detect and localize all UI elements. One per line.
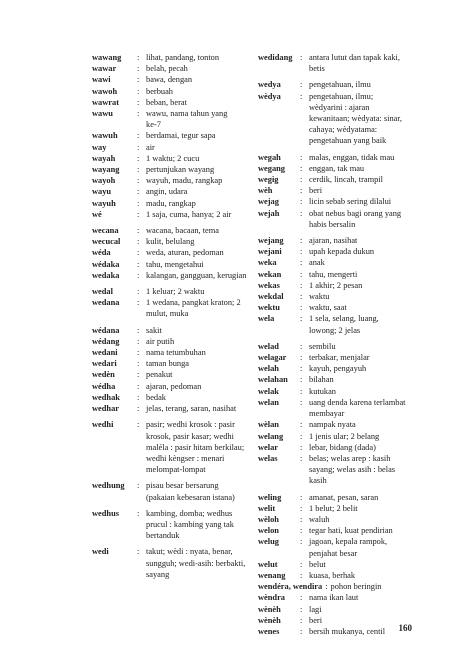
entry: wendéra, wendira : pohon beringin [258,581,408,592]
headword: wayu [92,187,112,197]
definition: waluh [309,514,330,524]
definition: antara lutut dan tapak kaki, betis [309,53,400,74]
definition: beri [309,615,323,625]
definition: pengetahuan, ilmu [309,80,371,90]
headword: wéda [92,248,111,258]
definition: tahu, mengetahui [146,259,204,269]
entry: wawar : belah, pecah [92,63,260,74]
entry: wé : 1 saja, cuma, hanya; 2 air [92,209,260,220]
definition: 1 sela, selang, luang, lowong; 2 jelas [309,314,379,335]
headword: wawar [92,64,117,74]
headword: wédana [92,325,120,335]
definition: lebar, bidang (dada) [309,442,376,452]
definition: bilahan [309,375,334,385]
entry: wedi : takut; wèdi : nyata, benar, sungguh; wedi-asih: berbakti, sayang [92,546,260,580]
headword: wecucal [92,237,121,247]
entry: wawang : lihat, pandang, tonton [92,52,260,63]
definition: tahu, mengerti [309,269,358,279]
entry: wèndra : nama ikan laut [258,592,408,603]
entry: wèloh : waluh [258,514,408,525]
entry: wéda : weda, aturan, pedoman [92,247,260,258]
definition: penakut [146,370,173,380]
headword: welahan [258,375,288,385]
definition: air putih [146,336,175,346]
definition: wawu, nama tahun yang ke-7 [146,109,228,130]
headword: wejani [258,247,282,257]
definition: obat nebus bagi orang yang habis bersalin [309,208,402,229]
headword: wawuh [92,131,118,141]
definition: jagoan, kepala rampok, penjahat besar [309,537,388,558]
entry: wektu : waktu, saat [258,302,408,313]
headword: wedaka [92,270,120,280]
headword: wekdal [258,292,284,302]
definition: nama ikan laut [309,593,359,603]
entry: wedya : pengetahuan, ilmu [258,79,408,90]
entry: wekdal : waktu [258,291,408,302]
entry: wecana : wacana, bacaan, tema [92,225,260,236]
definition: sakit [146,325,162,335]
entry: weka : anak [258,257,408,268]
entry: wènèh : lagi [258,604,408,615]
definition: kayuh, pengayuh [309,364,367,374]
headword: wedana [92,298,120,308]
definition: taman bunga [146,359,190,369]
entry: wejah : obat nebus bagi orang yang habis bersalin [258,208,408,230]
headword: wedhar [92,404,119,414]
definition: pertunjukan wayang [146,165,215,175]
definition: lihat, pandang, tonton [146,53,220,62]
headword: wedhi [92,420,114,430]
headword: welang [258,431,284,441]
headword: welon [258,526,279,536]
entry: wayu : angin, udara [92,186,260,197]
headword: wèdya [258,91,281,101]
headword: wèh [258,186,273,196]
headword: wé [92,209,102,219]
definition: kalangan, gangguan, kerugian [146,270,247,280]
definition: takut; wèdi : nyata, benar, sungguh; wedi-asih: berbakti, sayang [146,547,246,579]
definition: berbuah [146,86,173,96]
entry: welad : sembilu [258,341,408,352]
entry: wayuh : madu, rangkap [92,198,260,209]
definition: kulit, belulang [146,237,195,247]
entry: wedhar : jelas, terang, saran, nasihat [92,403,260,414]
headword: welit [258,503,276,513]
headword: weka [258,258,277,268]
definition: enggan, tak mau [309,163,365,173]
definition: air [146,142,155,152]
entry: wawu : wawu, nama tahun yang ke-7 [92,108,260,130]
definition: pengetahuan, ilmu; wèdyarini : ajaran kewanitaan; wèdyata: sinar, cahaya; wèdyatama: pengetahuan yang baik [309,91,402,146]
right-column [258,52,408,637]
entry: wayoh : wayuh, madu, rangkap [92,175,260,186]
entry: wédaka : tahu, mengetahui [92,259,260,270]
headword: welah [258,364,279,374]
definition: belah, pecah [146,64,188,74]
entry: welagar : terbakar, menjalar [258,352,408,363]
headword: wendéra, wendira [258,582,323,592]
definition: nampak nyata [309,420,356,430]
entry: wedal : 1 keluar; 2 waktu [92,286,260,297]
headword: wawoh [92,86,118,96]
entry: wedidang : antara lutut dan tapak kaki, betis [258,52,408,74]
definition: cerdik, lincah, trampil [309,175,383,185]
entry: weling : amanat, pesan, saran [258,492,408,503]
definition: bawa, dengan [146,75,193,85]
headword: wawang [92,53,122,62]
entry: wawuh : berdamai, tegur sapa [92,130,260,141]
page-number: 160 [398,623,412,633]
entry: welang : 1 jenis ular; 2 belang [258,431,408,442]
entry: welas : belas; welas arep : kasih sayang; welas asih : belas kasih [258,453,408,487]
definition: anak [309,258,325,268]
headword: wèloh [258,514,279,524]
definition: 1 akhir; 2 pesan [309,280,363,290]
definition: bersih mukanya, centil [309,626,386,636]
headword: wejang [258,236,284,246]
headword: wédang [92,336,120,346]
headword: welas [258,453,278,463]
entry: wegah : malas, enggan, tidak mau [258,152,408,163]
headword: wawrat [92,97,119,107]
definition: waktu, saat [309,303,347,313]
headword: wédaka [92,259,120,269]
entry: wegang : enggan, tak mau [258,163,408,174]
entry: way : air [92,142,260,153]
entry: wédha : ajaran, pedoman [92,381,260,392]
headword: wayoh [92,176,116,186]
entry: wènèh : beri [258,615,408,626]
headword: wedhus [92,508,119,518]
entry: welah : kayuh, pengayuh [258,363,408,374]
entry: wawoh : berbuah [92,86,260,97]
definition: 1 keluar; 2 waktu [146,287,205,297]
entry: wekan : tahu, mengerti [258,269,408,280]
entry: wekas : 1 akhir; 2 pesan [258,280,408,291]
headword: wenes [258,626,280,636]
definition: sembilu [309,341,336,351]
entry: wedhi : pasir; wedhi krosok : pasir krosok, pasir kasar; wedhi maléla : pasir hitam berkilau; wedhi kèngser : menari melompat-lompat [92,419,260,475]
definition: licin sebab sering dilalui [309,197,392,207]
headword: wegang [258,163,285,173]
entry: wenes : bersih mukanya, centil [258,626,408,637]
definition: belas; welas arep : kasih sayang; welas asih : belas kasih [309,453,396,486]
entry: wédang : air putih [92,336,260,347]
entry: wedhus : kambing, domba; wedhus prucul : kambing yang tak bertanduk [92,508,260,542]
entry: wejag : licin sebab sering dilalui [258,196,408,207]
definition: beban, berat [146,97,187,107]
headword: wegig [258,175,279,185]
headword: wènèh [258,604,281,614]
headword: wayah [92,153,116,163]
headword: wayang [92,165,120,175]
definition: ajaran, pedoman [146,381,202,391]
headword: wédha [92,381,116,391]
headword: wejag [258,197,279,207]
entry: welak : kutukan [258,386,408,397]
definition: angin, udara [146,187,188,197]
headword: wenang [258,570,286,580]
definition: jelas, terang, saran, nasihat [146,404,237,414]
definition: 1 saja, cuma, hanya; 2 air [146,209,232,219]
headword: welad [258,341,279,351]
definition: terbakar, menjalar [309,353,370,363]
left-column [92,52,260,580]
entry: welug : jagoan, kepala rampok, penjahat besar [258,536,408,558]
definition: pohon beringin [330,582,382,592]
definition: wayuh, madu, rangkap [146,176,223,186]
headword: wedhung [92,481,125,491]
definition: 1 belut; 2 belit [309,503,358,513]
headword: wecana [92,226,119,236]
headword: weling [258,492,282,502]
headword: wedal [92,287,113,297]
entry: wenang : kuasa, berhak [258,570,408,581]
headword: welak [258,386,279,396]
headword: wedari [92,359,117,369]
headword: wedani [92,348,118,358]
definition: nama tetumbuhan [146,348,206,358]
definition: lagi [309,604,322,614]
headword: wegah [258,152,281,162]
entry: wegig : cerdik, lincah, trampil [258,174,408,185]
definition: malas, enggan, tidak mau [309,152,395,162]
headword: welan [258,397,279,407]
definition: wacana, bacaan, tema [146,226,219,236]
definition: kambing, domba; wedhus prucul : kambing yang tak bertanduk [146,508,234,541]
entry: wedèn : penakut [92,369,260,380]
entry: wedaka : kalangan, gangguan, kerugian [92,270,260,281]
headword: welagar [258,353,287,363]
headword: wèndra [258,593,285,603]
entry: wawrat : beban, berat [92,97,260,108]
entry: welon : tegar hati, kuat pendirian [258,525,408,536]
definition: upah kepada dukun [309,247,375,257]
entry: wawi : bawa, dengan [92,74,260,85]
headword: wayuh [92,198,116,208]
definition: beri [309,186,323,196]
definition: weda, aturan, pedoman [146,248,224,258]
entry: wedhak : bedak [92,392,260,403]
headword: welar [258,442,278,452]
entry: wèdya : pengetahuan, ilmu; wèdyarini : ajaran kewanitaan; wèdyata: sinar, cahaya; wèdyatama: pengetahuan yang baik [258,91,408,147]
entry: welahan : bilahan [258,374,408,385]
definition: kutukan [309,386,336,396]
definition: 1 wedana, pangkat kraton; 2 mulut, muka [146,298,241,319]
definition: berdamai, tegur sapa [146,131,216,141]
entry: wédana : sakit [92,325,260,336]
entry: wayang : pertunjukan wayang [92,164,260,175]
definition: amanat, pesan, saran [309,492,379,502]
headword: wekas [258,280,280,290]
definition: pasir; wedhi krosok : pasir krosok, pasir kasar; wedhi maléla : pasir hitam berkilau; wedhi kèngser : menari melompat-lompat [146,420,245,475]
entry: wejang : ajaran, nasihat [258,235,408,246]
headword: wedi [92,547,109,557]
definition: waktu [309,292,330,302]
headword: wèlan [258,420,279,430]
headword: wekan [258,269,282,279]
definition: uang denda karena terlambat membayar [309,397,406,419]
entry: wela : 1 sela, selang, luang, lowong; 2 jelas [258,313,408,335]
definition: 1 jenis ular; 2 belang [309,431,380,441]
definition: kuasa, berhak [309,570,356,580]
headword: wektu [258,303,280,313]
definition: ajaran, nasihat [309,236,358,246]
definition: 1 waktu; 2 cucu [146,153,200,163]
headword: wedhak [92,392,120,402]
headword: wedèn [92,370,115,380]
entry: wayah : 1 waktu; 2 cucu [92,153,260,164]
definition: madu, rangkap [146,198,196,208]
definition: bedak [146,392,166,402]
headword: wawu [92,109,113,119]
entry: wedari : taman bunga [92,358,260,369]
headword: welut [258,559,278,569]
definition: tegar hati, kuat pendirian [309,526,393,536]
headword: wejah [258,208,280,218]
entry: wèlan : nampak nyata [258,419,408,430]
headword: wela [258,314,275,324]
headword: wènèh [258,615,281,625]
headword: way [92,142,107,152]
entry: welut : belut [258,559,408,570]
headword: wedya [258,80,281,90]
entry: wèh : beri [258,185,408,196]
entry: wedhung : pisau besar bersarung (pakaian kebesaran istana) [92,480,260,502]
entry: welan : uang denda karena terlambat membayar [258,397,408,419]
headword: wawi [92,75,111,85]
headword: wedidang [258,53,293,62]
entry: welar : lebar, bidang (dada) [258,442,408,453]
headword: welug [258,537,279,547]
definition: belut [309,559,326,569]
entry: wejani : upah kepada dukun [258,246,408,257]
entry: welit : 1 belut; 2 belit [258,503,408,514]
entry: wedani : nama tetumbuhan [92,347,260,358]
definition: pisau besar bersarung (pakaian kebesaran istana) [146,481,235,502]
entry: wecucal : kulit, belulang [92,236,260,247]
entry: wedana : 1 wedana, pangkat kraton; 2 mulut, muka [92,297,260,319]
